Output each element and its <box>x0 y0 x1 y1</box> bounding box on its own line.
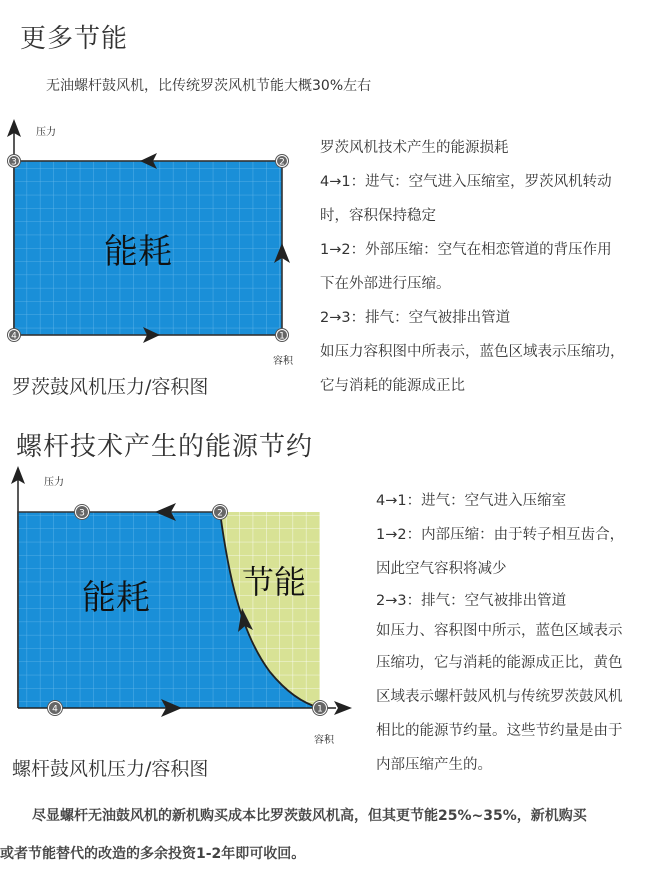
svg-text:1: 1 <box>317 704 323 715</box>
section2-title: 螺杆技术产生的能源节约 <box>16 432 314 462</box>
point-marker-4 <box>48 701 63 716</box>
point-marker-1 <box>313 701 328 716</box>
diagram2-x-axis-label: 容积 <box>314 735 334 746</box>
note-line: 4→1：进气：空气进入压缩室 <box>376 493 567 509</box>
diagram1-region-label: 能耗 <box>104 232 172 272</box>
summary-line-1: 尽显螺杆无油鼓风机的新机购买成本比罗茨鼓风机高，但其更节能25%~35%，新机购买 <box>32 808 587 824</box>
diagram2-notes <box>376 484 624 782</box>
note-line: 它与消耗的能源成正比 <box>320 378 465 394</box>
point-marker-2 <box>276 155 289 168</box>
svg-text:3: 3 <box>79 508 85 519</box>
note-line: 压缩功，它与消耗的能源成正比，黄色 <box>376 655 623 671</box>
diagram2-saving-label: 节能 <box>242 563 307 601</box>
note-line: 1→2：内部压缩：由于转子相互齿合， <box>376 527 625 543</box>
svg-text:2: 2 <box>279 157 285 168</box>
point-marker-3 <box>8 155 21 168</box>
note-line: 下在外部进行压缩。 <box>320 276 451 292</box>
svg-text:3: 3 <box>11 157 17 168</box>
section1-subtitle: 无油螺杆鼓风机，比传统罗茨风机节能大概30%左右 <box>46 78 372 94</box>
note-line: 2→3：排气：空气被排出管道 <box>376 593 567 609</box>
diagram1-caption: 罗茨鼓风机压力/容积图 <box>12 376 209 398</box>
summary <box>0 797 587 873</box>
note-line: 相比的能源节约量。这些节约量是由于 <box>376 723 623 739</box>
diagram1-notes <box>320 131 625 403</box>
point-marker-2 <box>213 505 228 520</box>
point-marker-4 <box>8 329 21 342</box>
note-line: 因此空气容积将减少 <box>376 561 507 577</box>
note-line: 时，容积保持稳定 <box>320 208 436 224</box>
diagram1-x-axis-label: 容积 <box>273 356 293 367</box>
diagram2-region-label: 能耗 <box>82 578 150 618</box>
note-line: 4→1：进气：空气进入压缩室，罗茨风机转动 <box>320 174 612 190</box>
note-line: 罗茨风机技术产生的能源损耗 <box>320 140 509 156</box>
note-line: 如压力容积图中所表示，蓝色区域表示压缩功， <box>320 344 625 360</box>
section1-title: 更多节能 <box>20 24 129 54</box>
summary-line-2: 或者节能替代的改造的多余投资1-2年即可收回。 <box>0 846 306 862</box>
note-line: 内部压缩产生的。 <box>376 757 492 773</box>
note-line: 区域表示螺杆鼓风机与传统罗茨鼓风机 <box>376 689 623 705</box>
point-marker-1 <box>276 329 289 342</box>
note-line: 如压力、容积图中所示，蓝色区域表示 <box>376 623 623 639</box>
svg-text:1: 1 <box>279 331 285 342</box>
x-axis-arrow-icon <box>334 701 352 715</box>
diagram2-caption: 螺杆鼓风机压力/容积图 <box>12 758 209 780</box>
diagram1-y-axis-label: 压力 <box>36 127 56 138</box>
svg-text:4: 4 <box>52 704 58 715</box>
svg-text:2: 2 <box>217 508 223 519</box>
point-marker-3 <box>75 505 90 520</box>
svg-text:4: 4 <box>11 331 17 342</box>
note-line: 2→3：排气：空气被排出管道 <box>320 310 511 326</box>
note-line: 1→2：外部压缩：空气在相恋管道的背压作用 <box>320 242 612 258</box>
diagram2-y-axis-label: 压力 <box>44 477 64 488</box>
